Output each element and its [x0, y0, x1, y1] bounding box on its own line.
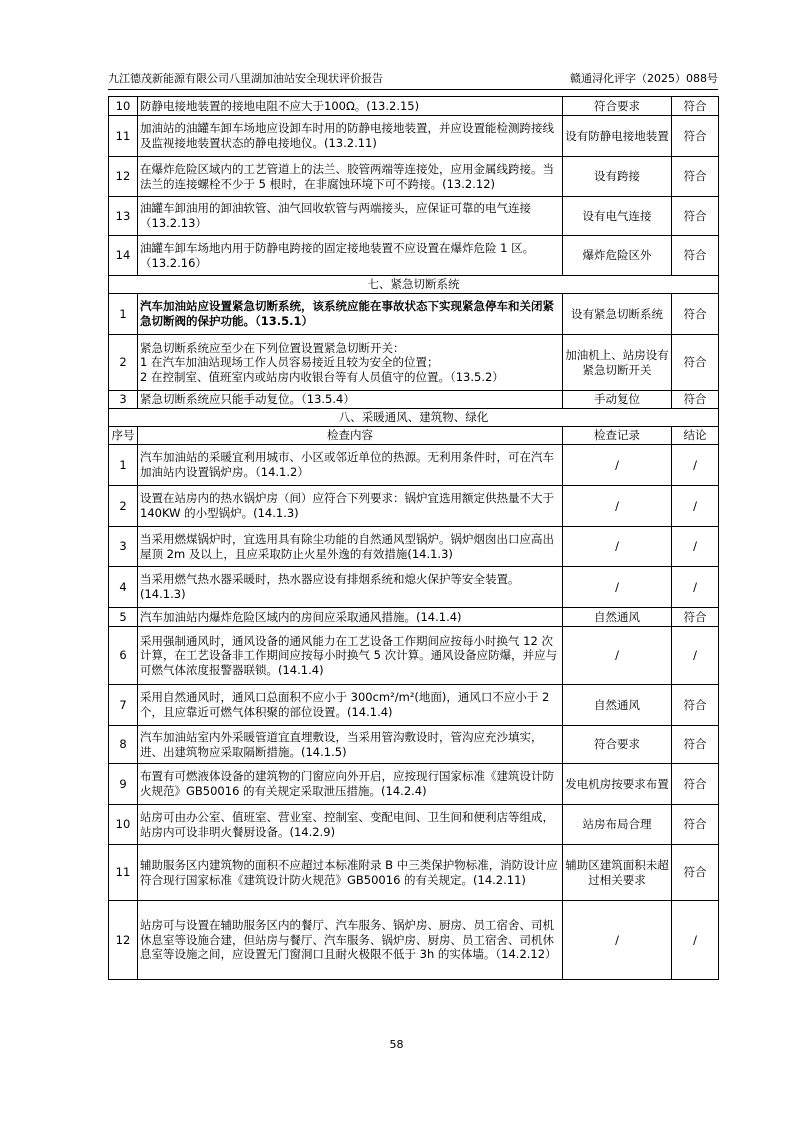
item-record: 站房布局合理 [563, 805, 672, 845]
section-title: 八、采暖通风、建筑物、绿化 [109, 409, 719, 427]
item-content: 采用自然通风时，通风口总面积不应小于 300cm²/m²(地面)，通风口不应小于 2 个，且应靠近可燃气体积聚的部位设置。(14.1.4) [138, 685, 563, 726]
item-record: / [563, 486, 672, 527]
header-divider [108, 89, 718, 90]
table-row [109, 627, 719, 685]
table-row [109, 845, 719, 901]
table-row [109, 486, 719, 527]
table-row [109, 157, 719, 197]
item-record: 设有跨接 [563, 157, 672, 197]
item-content: 站房可与设置在辅助服务区内的餐厅、汽车服务、锅炉房、厨房、员工宿舍、司机休息室等设施合建，但站房与餐厅、汽车服务、锅炉房、厨房、员工宿舍、司机休息室等设施之间，应设置无门窗洞口且耐火极限不低于 3h 的实体墙。（14.2.12） [138, 901, 563, 980]
item-record: 设有电气连接 [563, 197, 672, 236]
table-row [109, 567, 719, 608]
item-result: / [672, 445, 719, 486]
item-content: 采用强制通风时，通风设备的通风能力在工艺设备工作期间应按每小时换气 12 次计算，在工艺设备非工作期间应按每小时换气 5 次计算。通风设备应防爆，并应与可燃气体浓度报警器联锁。(14.1.4) [138, 627, 563, 685]
item-record: 符合要求 [563, 726, 672, 764]
table-row [109, 294, 719, 335]
page-number: 58 [389, 1038, 404, 1051]
item-number: 4 [109, 567, 138, 608]
item-record: 手动复位 [563, 391, 672, 409]
item-number: 9 [109, 764, 138, 805]
item-number: 11 [109, 116, 138, 157]
item-result: 符合 [672, 294, 719, 335]
item-content: 在爆炸危险区域内的工艺管道上的法兰、胶管两端等连接处，应用金属线跨接。当法兰的连接螺栓不少于 5 根时，在非腐蚀环境下可不跨接。(13.2.12) [138, 157, 563, 197]
item-content: 当采用燃气热水器采暖时，热水器应设有排烟系统和熄火保护等安全装置。(14.1.3) [138, 567, 563, 608]
item-number: 3 [109, 527, 138, 567]
item-record: 设有紧急切断系统 [563, 294, 672, 335]
item-result: 符合 [672, 236, 719, 276]
table-row [109, 685, 719, 726]
safety-checklist-table [108, 96, 719, 980]
item-record: 发电机房按要求布置 [563, 764, 672, 805]
item-record: / [563, 445, 672, 486]
item-content: 紧急切断系统应只能手动复位。（13.5.4） [138, 391, 563, 409]
item-record: / [563, 527, 672, 567]
item-result: 符合 [672, 805, 719, 845]
item-content: 当采用燃煤锅炉时，宜选用具有除尘功能的自然通风型锅炉。锅炉烟囱出口应高出屋顶 2m 及以上，且应采取防止火星外逸的有效措施(14.1.3) [138, 527, 563, 567]
item-result: 符合 [672, 685, 719, 726]
item-content: 油罐车卸油用的卸油软管、油气回收软管与两端接头，应保证可靠的电气连接（13.2.13） [138, 197, 563, 236]
item-number: 5 [109, 608, 138, 627]
item-result: 符合 [672, 845, 719, 901]
item-number: 7 [109, 685, 138, 726]
item-content: 汽车加油站内爆炸危险区域内的房间应采取通风措施。(14.1.4) [138, 608, 563, 627]
item-record: 设有防静电接地装置 [563, 116, 672, 157]
table-row [109, 764, 719, 805]
item-content: 加油站的油罐车卸车场地应设卸车时用的防静电接地装置，并应设置能检测跨接线及监视接地装置状态的静电接地仪。(13.2.11) [138, 116, 563, 157]
column-header-row [109, 427, 719, 445]
item-result: 符合 [672, 97, 719, 116]
item-content: 辅助服务区内建筑物的面积不应超过本标准附录 B 中三类保护物标准，消防设计应符合现行国家标准《建筑设计防火规范》GB50016 的有关规定。(14.2.11) [138, 845, 563, 901]
table-row [109, 805, 719, 845]
item-number: 2 [109, 486, 138, 527]
page-header [108, 70, 718, 88]
section-title: 七、紧急切断系统 [109, 276, 719, 294]
item-number: 10 [109, 805, 138, 845]
table-row [109, 391, 719, 409]
item-result: / [672, 567, 719, 608]
column-header-no: 序号 [109, 427, 138, 445]
table-row [109, 116, 719, 157]
item-number: 1 [109, 294, 138, 335]
item-number: 8 [109, 726, 138, 764]
item-record: 辅助区建筑面积未超过相关要求 [563, 845, 672, 901]
item-number: 3 [109, 391, 138, 409]
table-row [109, 527, 719, 567]
item-content: 汽车加油站的采暖宜利用城市、小区或邻近单位的热源。无利用条件时，可在汽车加油站内设置锅炉房。（14.1.2） [138, 445, 563, 486]
table-row [109, 445, 719, 486]
item-content: 设置在站房内的热水锅炉房（间）应符合下列要求：锅炉宜选用额定供热量不大于 140KW 的小型锅炉。(14.1.3) [138, 486, 563, 527]
item-record: 加油机上、站房设有紧急切断开关 [563, 335, 672, 391]
item-number: 11 [109, 845, 138, 901]
item-result: / [672, 527, 719, 567]
item-result: 符合 [672, 764, 719, 805]
item-record: 自然通风 [563, 685, 672, 726]
section-row [109, 409, 719, 427]
table-row [109, 726, 719, 764]
item-content: 布置有可燃液体设备的建筑物的门窗应向外开启，应按现行国家标准《建筑设计防火规范》GB50016 的有关规定采取泄压措施。(14.2.4) [138, 764, 563, 805]
item-result: 符合 [672, 391, 719, 409]
item-result: 符合 [672, 608, 719, 627]
section-row [109, 276, 719, 294]
item-content: 站房可由办公室、值班室、营业室、控制室、变配电间、卫生间和便利店等组成，站房内可设非明火餐厨设备。(14.2.9) [138, 805, 563, 845]
item-number: 6 [109, 627, 138, 685]
item-result: 符合 [672, 157, 719, 197]
item-content: 汽车加油站应设置紧急切断系统，该系统应能在事故状态下实现紧急停车和关闭紧急切断阀的保护功能。（13.5.1） [138, 294, 563, 335]
item-record: / [563, 567, 672, 608]
item-result: 符合 [672, 335, 719, 391]
item-result: / [672, 486, 719, 527]
item-number: 13 [109, 197, 138, 236]
item-number: 1 [109, 445, 138, 486]
table-row [109, 236, 719, 276]
item-record: / [563, 901, 672, 980]
item-record: 符合要求 [563, 97, 672, 116]
item-record: 自然通风 [563, 608, 672, 627]
item-number: 12 [109, 901, 138, 980]
table-row [109, 197, 719, 236]
item-number: 10 [109, 97, 138, 116]
item-result: / [672, 627, 719, 685]
item-content: 防静电接地装置的接地电阻不应大于100Ω。(13.2.15) [138, 97, 563, 116]
item-result: 符合 [672, 116, 719, 157]
column-header-result: 结论 [672, 427, 719, 445]
table-row [109, 901, 719, 980]
table-row [109, 335, 719, 391]
table-row [109, 97, 719, 116]
item-record: / [563, 627, 672, 685]
item-number: 2 [109, 335, 138, 391]
item-content: 油罐车卸车场地内用于防静电跨接的固定接地装置不应设置在爆炸危险 1 区。（13.2.16） [138, 236, 563, 276]
table-row [109, 608, 719, 627]
header-report-title: 九江德茂新能源有限公司八里湖加油站安全现状评价报告 [108, 72, 383, 85]
item-number: 12 [109, 157, 138, 197]
item-result: 符合 [672, 197, 719, 236]
item-result: 符合 [672, 726, 719, 764]
header-report-number: 赣通浔化评字（2025）088号 [570, 72, 718, 85]
item-content: 紧急切断系统应至少在下列位置设置紧急切断开关： 1 在汽车加油站现场工作人员容易接近且较为安全的位置； 2 在控制室、值班室内或站房内收银台等有人员值守的位置。（13.5.2） [138, 335, 563, 391]
column-header-content: 检查内容 [138, 427, 563, 445]
item-result: / [672, 901, 719, 980]
column-header-record: 检查记录 [563, 427, 672, 445]
item-record: 爆炸危险区外 [563, 236, 672, 276]
item-number: 14 [109, 236, 138, 276]
item-content: 汽车加油站室内外采暖管道宜直埋敷设，当采用管沟敷设时，管沟应充沙填实，进、出建筑物应采取隔断措施。(14.1.5) [138, 726, 563, 764]
